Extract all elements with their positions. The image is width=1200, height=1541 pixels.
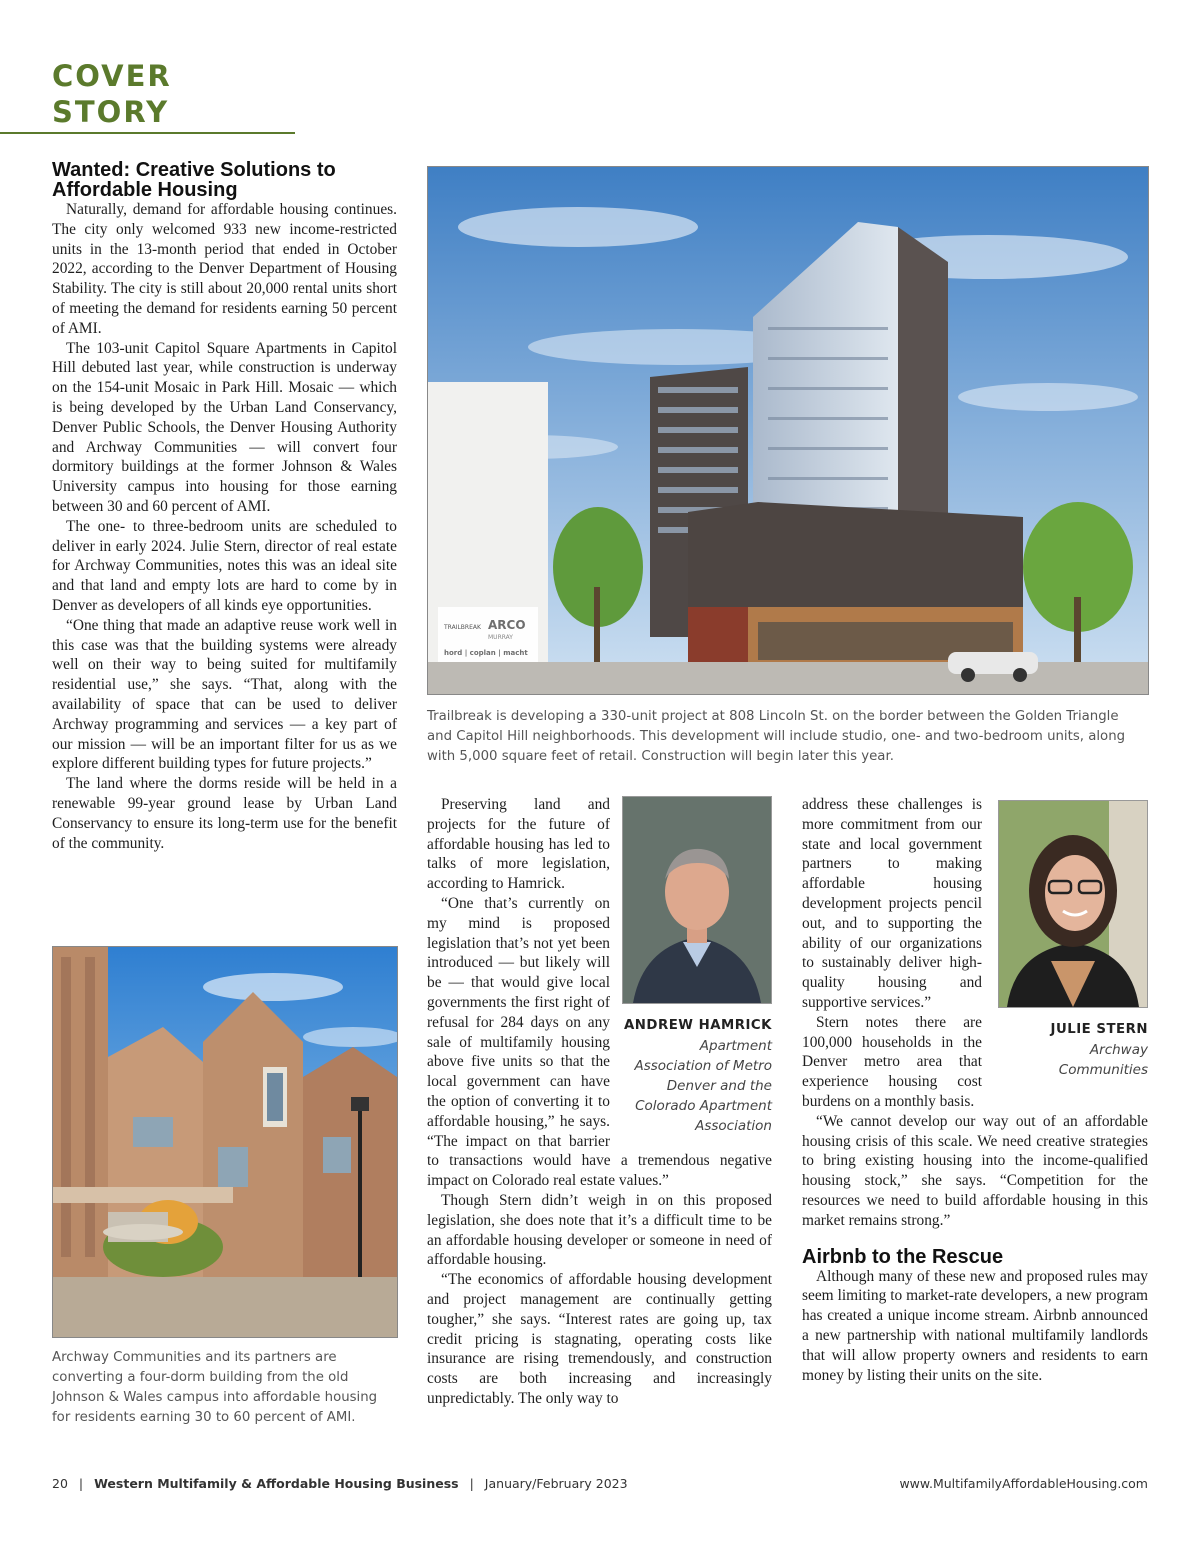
col1-paragraph: The one- to three-bedroom units are scheduled to deliver in early 2024. Julie Stern, director of real estate for Archway Communities, notes this was an ideal site and that land and empty lots are hard to come by in Denver as developers of all kinds eye opportunities. [52,517,397,614]
footer-divider: | [78,1476,84,1491]
stern-portrait-illustration [999,801,1147,1007]
col2-paragraph: Preserving land and projects for the future of affordable housing has led to talks of more legislation, according to Hamrick. [427,796,610,893]
logo-hord-coplan-macht: hord | coplan | macht [444,649,528,657]
section-label [0,58,295,134]
column-3 [802,795,1148,1385]
dorm-building-illustration [53,947,397,1337]
hamrick-affiliation: Apartment Association of Metro Denver and the Colorado Apartment Association [634,1037,772,1134]
logo-arco: ARCO [488,618,526,632]
dorm-photo-caption: Archway Communities and its partners are converting a four-dorm building from the old Johnson & Wales campus into affordable housing for residents earning 30 to 60 percent of AMI. [52,1350,378,1425]
col3-paragraph: “We cannot develop our way out of an affordable housing crisis of this scale. We need creative strategies to bring existing housing into the income-qualified housing stock,” she says. “Competition for the resources we need to build affordable housing in this market remains strong.” [802,1112,1148,1229]
hamrick-name: ANDREW HAMRICK [624,1018,772,1033]
trailbreak-photo-caption: Trailbreak is developing a 330-unit project at 808 Lincoln St. on the border between the Golden Triangle and Capitol Hill neighborhoods. This development will include studio, one- and two-bedroom units, along with 5,000 square feet of retail. Construction will begin later this year. [427,709,1126,764]
col3-paragraph: Although many of these new and proposed rules may seem limiting to market-rate developers, a new program has created a unique income stream. Airbnb announced a new partnership with national multifamily landlords that will allow property owners and residents to earn money by listing their units on the site. [802,1267,1148,1384]
publication-name: Western Multifamily & Affordable Housing Business [94,1476,459,1491]
footer-url[interactable]: www.MultifamilyAffordableHousing.com [899,1476,1148,1491]
stern-name: JULIE STERN [1050,1022,1148,1037]
column-2 [427,795,772,1409]
footer-divider: | [469,1476,474,1491]
col1-paragraph: Naturally, demand for affordable housing continues. The city only welcomed 933 new income-restricted units in the 13-month period that ended in October 2022, according to the Denver Department of Housing Stability. The city is still about 20,000 rental units short of meeting the demand for residents earning 50 percent of AMI. [52,201,397,337]
issue-date: January/February 2023 [484,1476,628,1491]
col1-paragraph: The land where the dorms reside will be held in a renewable 99-year ground lease by Urban Land Conservancy to ensure its long-term use for the benefit of the community. [52,775,397,852]
logo-trailbreak: TRAILBREAK [444,624,481,631]
page-number: 20 [52,1476,68,1491]
stern-sidebar [996,800,1148,1080]
logo-murray: MURRAY [488,634,513,641]
stern-headshot [998,800,1148,1008]
hamrick-sidebar [622,796,772,1136]
col1-paragraph: “One thing that made an adaptive reuse work well in this case was that the building systems were already well on their way to being suited for multifamily residential use,” she says. “That, along with the availability of space that can be used to deliver Archway programming and services — a key part of our mission — will be an important filter for us as we explore different building types for future projects.” [52,616,397,773]
stern-affiliation: Archway Communities [1058,1041,1148,1078]
section-label-text: COVER STORY [52,59,172,129]
heading-airbnb-rescue: Airbnb to the Rescue [802,1245,1004,1268]
col3-paragraph: Stern notes there are 100,000 households in the Denver metro area that experience housing cost burdens on a monthly basis. [802,1013,982,1110]
column-1 [52,160,397,853]
col1-paragraph: The 103-unit Capitol Square Apartments in Capitol Hill debuted last year, while construction is underway on the 154-unit Mosaic in Park Hill. Mosaic — which is being developed by the Urban Land Conservancy, Denver Public Schools, the Denver Housing Authority and Archway Communities — will convert four dormitory buildings at the former Johnson & Wales University campus into housing for those earning between 30 and 60 percent of AMI. [52,339,397,515]
heading-creative-solutions: Wanted: Creative Solutions to Affordable Housing [52,159,336,201]
col2-paragraph: “One that’s currently on my mind is proposed legislation that’s not yet been introduced — but likely will be — that would give local governments the first right of refusal for 284 days on any sale of multifamily housing above five units so that the local government can have the option of converting it to affordable housing,” he says. “The impact on that barrier to transactions would have a tremendous negative impact on Colorado real estate values.” [427,894,772,1190]
footer-left [52,1476,628,1491]
col2-paragraph: “The economics of affordable housing development and project management are continually getting tougher,” she says. “Interest rates are going up, tax credit pricing is stagnating, operating costs like insurance are rising tremendously, and construction costs are both increasing and increasingly unpredictably. The only way to [427,1271,772,1407]
hamrick-portrait-illustration [623,797,771,1003]
col3-paragraph: address these challenges is more commitment from our state and local government partners to making affordable housing development projects pencil out, and to supporting the ability of our organizations to sustainably deliver high-quality housing and supportive services.” [802,796,982,1011]
trailbreak-rendering-photo [427,166,1149,695]
dorm-building-photo [52,946,398,1338]
tower-rendering-illustration [428,167,1148,694]
col2-paragraph: Though Stern didn’t weigh in on this proposed legislation, she does note that it’s a difficult time to be an affordable housing developer or someone in need of affordable housing. [427,1191,772,1269]
hamrick-headshot [622,796,772,1004]
